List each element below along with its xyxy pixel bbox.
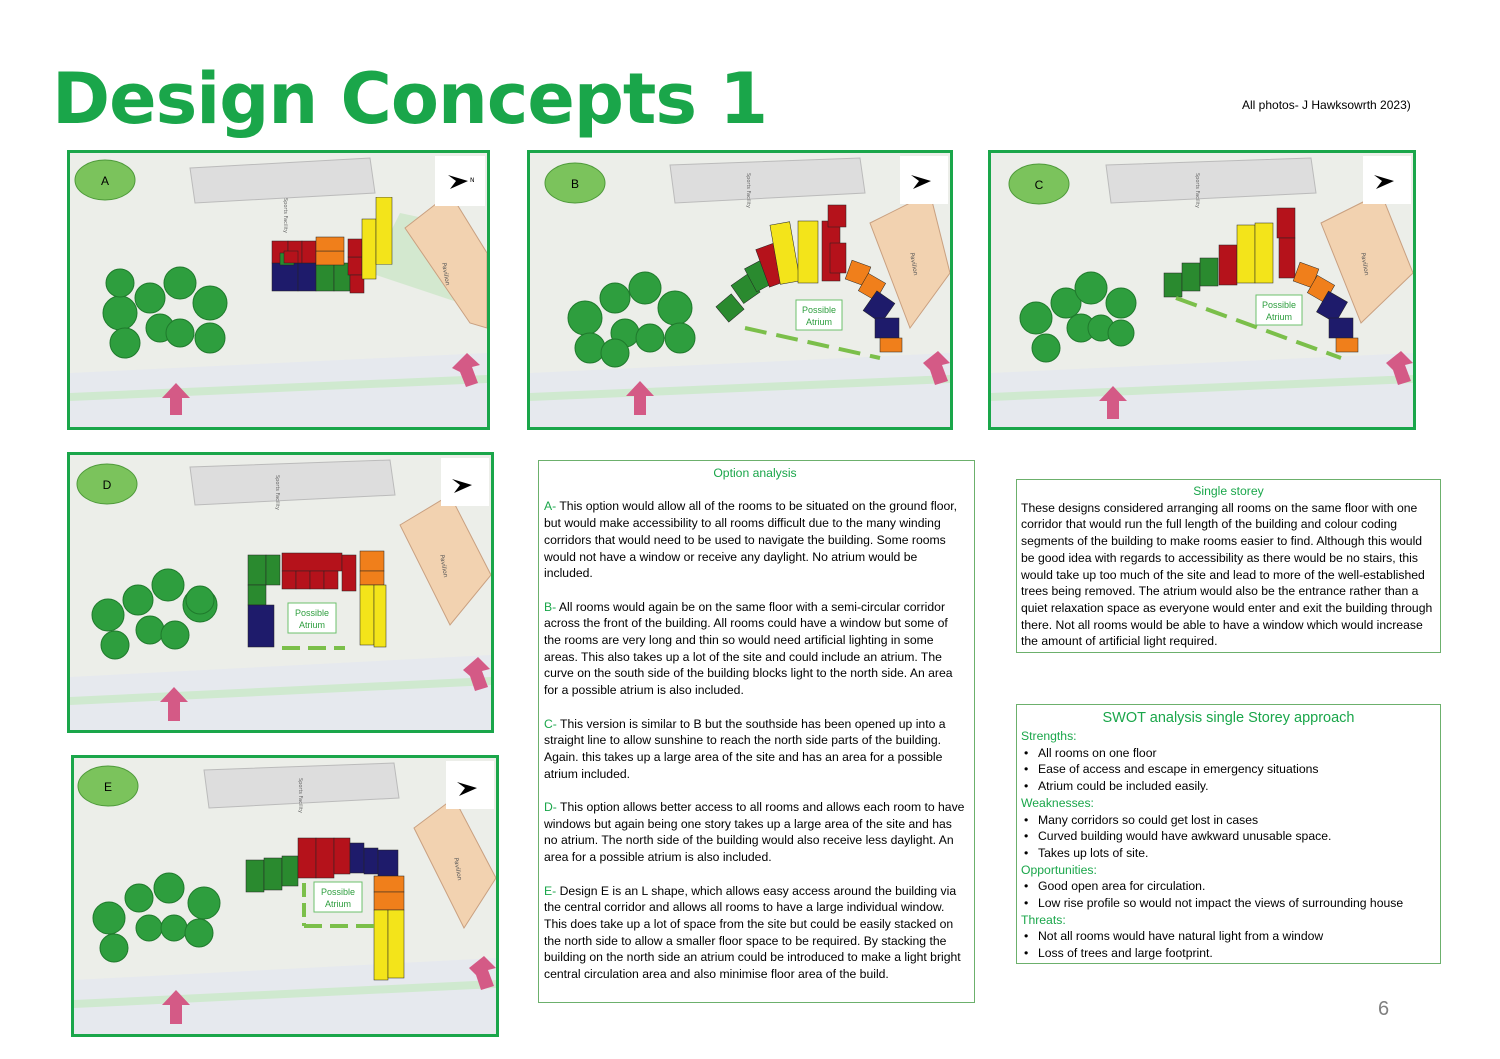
- photo-label: C: [1034, 178, 1044, 192]
- option-analysis-panel: [538, 460, 975, 1003]
- list-item: • Many corridors so could get lost in cases: [1021, 812, 1436, 829]
- swot-strengths-list: [1021, 745, 1436, 795]
- svg-text:Atrium: Atrium: [324, 899, 352, 909]
- pavilion-label: Pavilion: [440, 262, 451, 287]
- swot-panel: [1016, 704, 1441, 964]
- photo-design-e: [71, 755, 499, 1037]
- svg-text:Possible: Possible: [1261, 300, 1297, 310]
- swot-strengths-heading: Strengths:: [1021, 729, 1077, 743]
- svg-text:Pavilion: Pavilion: [438, 554, 449, 579]
- page-number: 6: [1378, 998, 1390, 1020]
- list-item: • Ease of access and escape in emergency situations: [1021, 761, 1436, 778]
- svg-text:N: N: [470, 177, 475, 184]
- photo-label: A: [100, 174, 110, 188]
- photo-credit: All photos- J Hawksowrth 2023): [1242, 98, 1411, 112]
- option-e-text: E- Design E is an L shape, which allows easy access around the building via the central corridor and allows all rooms to have a large individual window. This does take up a lot of space from the site but could be easily stacked on the north side to allow a smaller floor space to be required. By stacking the building on the north side an atrium could be introduced to make a light bright central circulation area and also minimise floor area of the build.: [544, 883, 961, 982]
- single-storey-panel: [1016, 479, 1441, 653]
- svg-text:Pavilion: Pavilion: [1359, 252, 1370, 277]
- option-d-text: D- This option allows better access to all rooms and allows each room to have windows but again being one story takes up a large area of the site and has no atrium. The north side of the building would also receive less daylight. An area for a possible atrium is also included.: [544, 800, 965, 865]
- swot-threats-list: [1021, 928, 1436, 961]
- swot-weaknesses-heading: Weaknesses:: [1021, 795, 1094, 810]
- svg-text:Sports Facility: Sports Facility: [1194, 173, 1200, 208]
- svg-text:Sports Facility: Sports Facility: [297, 778, 303, 813]
- list-item: • All rooms on one floor: [1021, 745, 1436, 762]
- photo-label: D: [102, 478, 112, 492]
- single-storey-title: Single storey: [1193, 484, 1264, 498]
- list-item: • Good open area for circulation.: [1021, 878, 1436, 895]
- list-item: • Curved building would have awkward unusable space.: [1021, 828, 1436, 845]
- swot-threats-heading: Threats:: [1021, 912, 1066, 927]
- list-item: • Not all rooms would have natural light from a window: [1021, 928, 1436, 945]
- page-title: Design Concepts 1: [52, 58, 768, 140]
- option-b-text: B- All rooms would again be on the same floor with a semi-circular corridor across the front of the building. All rooms could have a window but some of the rooms are very long and thin so would need artificial lighting in some areas. This also takes up a lot of the site and could include an atrium. The curve on the south side of the building blocks light to the north side. An area for a possible atrium is also included.: [544, 599, 953, 698]
- svg-text:Possible: Possible: [294, 608, 330, 618]
- list-item: • Low rise profile so would not impact the views of surrounding house: [1021, 895, 1436, 912]
- svg-text:Pavilion: Pavilion: [452, 857, 463, 882]
- list-item: • Loss of trees and large footprint.: [1021, 945, 1436, 962]
- swot-title: SWOT analysis single Storey approach: [1102, 710, 1355, 726]
- svg-text:Possible: Possible: [320, 887, 356, 897]
- list-item: • Takes up lots of site.: [1021, 845, 1436, 862]
- swot-weaknesses-list: [1021, 812, 1436, 862]
- svg-text:Atrium: Atrium: [805, 317, 833, 327]
- svg-text:Atrium: Atrium: [298, 620, 326, 630]
- svg-text:Sports Facility: Sports Facility: [745, 173, 751, 208]
- svg-text:Atrium: Atrium: [1265, 312, 1293, 322]
- svg-text:Pavilion: Pavilion: [908, 252, 919, 277]
- photo-design-a: [67, 150, 490, 430]
- svg-text:Possible: Possible: [801, 305, 837, 315]
- swot-opportunities-heading: Opportunities:: [1021, 862, 1097, 877]
- photo-design-c: [988, 150, 1416, 430]
- photo-label: E: [103, 780, 113, 794]
- swot-opportunities-list: [1021, 878, 1436, 911]
- svg-text:Sports Facility: Sports Facility: [274, 475, 280, 510]
- photo-label: B: [570, 177, 580, 191]
- sports-facility-label: Sports Facility: [282, 198, 288, 233]
- photo-design-b: [527, 150, 953, 430]
- option-analysis-title: Option analysis: [713, 466, 797, 480]
- single-storey-text: These designs considered arranging all rooms on the same floor with one corridor that would run the full length of the building and colour coding segments of the building to make rooms easier to find. Although this would be good idea with regards to accessibility as there would be no stairs, this would take up too much of the site and lead to more of the well-established trees being removed. The atrium would also be the entrance rather than a quiet relaxation space as everyone would enter and exit the building through there. Not all rooms would be able to have a window which would increase the amount of artificial light required.: [1021, 500, 1433, 649]
- list-item: • Atrium could be included easily.: [1021, 778, 1436, 795]
- option-a-text: A- This option would allow all of the rooms to be situated on the ground floor, but would make accessibility to all rooms difficult due to the many winding corridors that would need to be used to navigate the building. Some rooms would not have a window or receive any daylight. No atrium would be included.: [544, 499, 958, 581]
- option-c-text: C- This version is similar to B but the southside has been opened up into a straight line to allow sunshine to reach the north side parts of the building. Again. this takes up a large area of the site and has an area for a possible atrium included.: [544, 716, 946, 781]
- photo-design-d: [67, 452, 494, 733]
